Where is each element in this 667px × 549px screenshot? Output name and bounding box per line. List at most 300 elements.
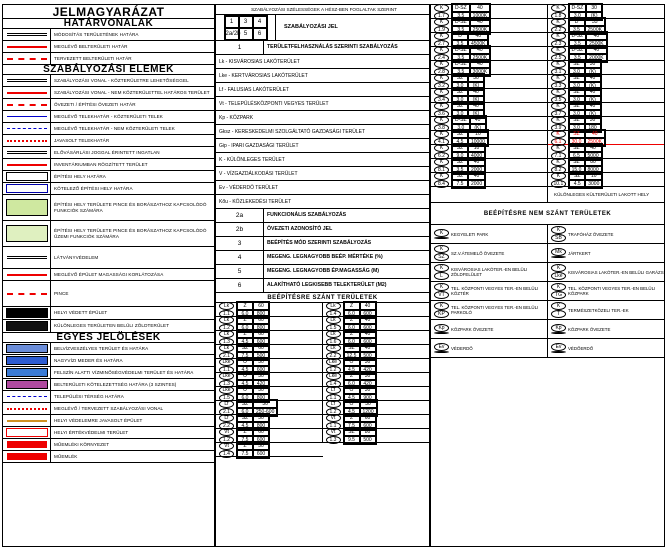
nem-szant-key: Ev [551,343,566,351]
zone-number: 1.4 [219,450,234,458]
jel-cell: 6 [253,28,267,40]
szabalyozasi-label: MEGLÉVŐ TELEKHATÁR - KÖZTERÜLETI TELEK [54,113,163,119]
szabalyozasi-symbol [3,135,51,146]
zone-value: SZ [569,102,585,110]
zone-value: 9.5 [344,436,360,444]
szabalyozasi-row [3,99,214,111]
szabalyozasi-row [3,75,214,87]
nem-szant-key: K [551,264,566,272]
zone-value: 420 [360,366,376,374]
legend-key-text: MEGENG. LEGNAGYOBB ÉP.MAGASSÁG (M) [267,268,380,275]
szabalyozasi-symbol [3,281,51,306]
zone-value: 40 [360,330,376,338]
zone-code: K [434,144,449,152]
nem-szant-key: K [434,283,449,291]
nem-szant-cell [431,301,548,319]
zone-code-oval [219,442,234,458]
zone-number: 1.3 [219,380,234,388]
legend-key-text: ALAKÍTHATÓ LEGKISEBB TELEKTERÜLET (M2) [267,282,387,289]
zone-value: D-SZ [452,116,470,124]
nem-szant-text: TRAFÓHÁZ ÖVEZETE [568,231,614,237]
zone-value: 600 [253,450,269,458]
zone-number: 1.6 [326,338,341,346]
hatarvonalak-heading: HATÁRVONALAK [3,19,214,29]
nem-szant-key: K [434,264,449,272]
zone-value: 800 [253,422,269,430]
zone-value: Z [237,428,253,436]
zone-code: K [551,88,566,96]
nem-szant-sub [551,332,566,334]
zone-number: 1.1 [219,366,234,374]
nem-szant-code [434,302,449,318]
legend-key-text: BEÉPÍTÉS MÓD SZERINTI SZABÁLYOZÁS [267,240,372,247]
zone-value: O [344,358,360,366]
zone-value: 3.5 [452,40,468,48]
legend-symbol-line [7,58,47,60]
zone-number: 1.3 [219,338,234,346]
zone-value: 4.5 [344,394,360,402]
egyes-symbol [3,391,51,402]
zone-value: 600 [253,366,269,374]
zone-value: 60 [253,316,269,324]
egyes-row [3,427,214,439]
zone-value: (K) [585,110,601,118]
zone-number: 3.5 [551,96,566,104]
szabalyozasi-label: LÁTVÁNYVÉDELEM [54,254,99,260]
zone-number: 1.9 [434,26,449,34]
sub-item-row [216,69,429,83]
zone-number: 3.2 [434,82,449,90]
zone-value: 180 [585,124,601,132]
szabalyozasi-label: ÉPÍTÉSI HELY TERÜLETE PINCE ÉS BORÁSZATHOZ KAPCSOLÓDÓ FUNKCIÓK SZÁMÁRA [54,202,207,213]
hatarvonal-label: MEGLÉVŐ BELTERÜLETI HATÁR [54,43,128,49]
zone-value: Z [237,442,253,450]
zone-value: 6.0 [344,338,360,346]
zone-value: 30 [360,386,376,394]
szabalyozasi-symbol [3,320,51,332]
nem-szant-row [431,263,664,282]
zone-value: 7.5 [344,422,360,430]
zone-value: SZ [452,88,468,96]
zone-code-oval [551,172,567,188]
zone-value: 30 [585,60,601,68]
zone-value: SZ [452,158,468,166]
hatarvonal-row [3,29,214,41]
szabalyozasi-symbol [3,99,51,110]
zone-value: Z [344,414,360,422]
hatarvonal-label: TERVEZETT BELTERÜLETI HATÁR [54,55,132,61]
nem-szant-code [434,264,449,280]
zone-value: 40 [470,4,490,12]
legend-symbol-line [7,128,47,129]
zone-number: 2.5 [551,54,566,62]
zone-value: 10 [468,144,485,152]
zone-number: 2.2 [551,26,566,34]
zone-value: 3.5 [452,54,470,62]
nem-szant-code [551,324,566,334]
zones-column [430,4,665,547]
legend-key-row [216,223,429,237]
zone-value: 4.5 [237,422,253,430]
zone-value: 12.5 [344,352,360,360]
zone-value: 4.5 [237,338,253,346]
sub-item-row [216,139,429,153]
szabalyozasi-symbol [3,159,51,170]
zone-value: 30 [253,358,269,366]
hatarvonal-label: MÓDOSÍTÁS TERÜLETÉNEK HATÁRA [54,31,139,37]
zone-number: 2.1 [219,352,234,360]
zone-value: 800 [253,394,269,402]
zone-code: Lf [326,400,341,408]
nem-szant-sub: VT [434,291,449,299]
legend-symbol-line [7,441,47,447]
zone-value: D-SZ [569,46,587,54]
nem-szant-key: Mk [551,248,566,256]
zone-value: 4.5 [344,366,360,374]
zone-value: 40 [468,32,488,40]
egyes-label: NAGYVÍZI MEDER ÉS HATÁRA [54,357,123,363]
zone-value: 3.0 [569,12,587,20]
nem-szant-sub: SZ [434,253,449,261]
legend-key-row [216,237,429,251]
legend-key-text: ÖVEZETI AZONOSÍTÓ JEL [267,226,333,233]
nem-szant-code [551,343,566,353]
nem-szant-text: TEL. KÖZPONTI VEGYES TER.-EN BELÜLI PARKOLÓ [451,305,539,315]
szabalyozasi-row [3,87,214,99]
hatarvonal-symbol [3,29,51,40]
zone-value: 40 [585,144,602,152]
zone-value: O [237,372,253,380]
legend-key-row [216,41,429,55]
zone-value: 30 [253,414,269,422]
zone-code: K [434,158,449,166]
nem-szant-key: Kp [551,324,566,332]
nem-szant-row [431,225,664,244]
zone-value: 2000 [468,166,485,174]
zone-value: (K) [585,68,601,76]
legend-symbol-line [7,164,47,166]
zone-value: 2500K [585,138,605,146]
nem-szant-key: Ev [434,343,449,351]
szabalyozasi-row [3,111,214,123]
zone-value: 3000 [585,180,602,188]
zone-value: O [344,400,360,408]
zone-value: 7.5 [237,352,253,360]
szabalyozasi-symbol [3,269,51,280]
zone-value: (K) [586,12,602,20]
nem-szant-text: TEL. KÖZPONTI VEGYES TER.-EN BELÜLI KÖZTÉR [451,286,539,296]
zone-number: 7.1 [551,152,566,160]
legend-key-row [216,209,429,223]
zone-code: Lk [219,330,234,338]
zone-number: 1.2 [219,436,234,444]
zone-values [236,441,270,459]
zone-code-oval [326,428,341,444]
zone-value: SZ [452,74,468,82]
zone-number: 3.6 [434,110,449,118]
zone-value: Z [344,316,360,324]
zone-value: O [237,386,253,394]
zone-value: 600 [360,324,376,332]
zone-value: 60 [253,428,269,436]
szabalyozasi-row [3,269,214,281]
zone-value: O [344,386,360,394]
hatarvonal-symbol [3,41,51,52]
sub-item: V - VÍZGAZDÁLKODÁSI TERÜLET [219,170,298,177]
nem-szant-code [551,302,566,318]
zone-number: 2.2 [219,422,234,430]
zone-number: 2.7 [434,40,449,48]
zone-number: 1.8 [551,12,566,20]
zone-value: 1200 [360,408,377,416]
nem-szant-sub: KP [434,310,449,318]
zone-value: 2500K [470,54,490,62]
egyes-label: FELSZÍN ALATTI VÍZMINŐSÉGVÉDELMI TERÜLET ÉS HATÁRA [54,369,194,375]
zone-value: 600 [360,422,376,430]
zone-number: 1.2 [326,366,341,374]
nem-szant-key: K [434,229,449,237]
nem-szant-sub: SB [551,234,566,242]
zone-value: 40 [585,130,605,138]
sub-item-row [216,55,429,69]
nem-szant-cell [431,244,548,262]
szabalyozasi-label: ÉPÍTÉSI HELY TERÜLETE PINCE ÉS BORÁSZATHOZ KAPCSOLÓDÓ ÜZEMI FUNKCIÓK SZÁMÁRA [54,228,207,239]
zone-value: 10 [585,172,602,180]
zone-value: 3.0 [452,96,468,104]
zone-value: 9.0 [452,152,468,160]
zone-value: 40 [585,88,601,96]
zone-value: 30 [253,400,277,408]
zone-value: D [452,32,468,40]
zone-value: 2500K [470,26,490,34]
zone-value: 3.5 [569,26,585,34]
nem-szant-sub: T [551,310,566,318]
zone-value: O [237,358,253,366]
zone-code-oval [434,172,449,188]
szabalyozasi-label: KÜLÖNLEGES TERÜLETEN BELÜLI ZÖLDTERÜLET [54,323,170,329]
zone-value: 3.0 [452,110,468,118]
egyes-symbol [3,427,51,438]
sub-item: Kőu - KÖZLEKEDÉSI TERÜLET [219,198,292,205]
sub-item-row [216,83,429,97]
nem-szant-sub [434,332,449,334]
zone-value: 3.0 [569,110,585,118]
zone-value: SZ [569,74,585,82]
zone-code: K [434,116,449,124]
jel-cell: 5 [239,28,253,40]
zone-values [568,171,603,189]
jel-cell: 1 [225,16,239,28]
zone-value: 40 [470,60,490,68]
zone-number: 6.2 [434,152,449,160]
zone-number: 3.1 [551,68,566,76]
sub-item: Lke - KERTVÁROSIAS LAKÓTERÜLET [219,72,308,79]
zone-value: 40 [585,74,601,82]
nem-szant-text: KEGYELETI PARK [451,231,489,237]
zone-value: (K) [468,82,484,90]
nem-szant-code [434,324,449,334]
zone-value: 500 [360,436,376,444]
zone-value: Z [344,330,360,338]
szabalyozasi-symbol [3,307,51,319]
szelesseg-header: SZABÁLYOZÁSI SZÉLESSÉGEK A HÉSZ-BEN FOGLALTAK SZERINT [251,6,397,12]
zone-value: 50 [253,442,269,450]
zone-number: 6.1 [551,138,566,146]
zone-value: 40 [586,46,606,54]
zone-number: 1.4 [326,310,341,318]
zone-value: 40 [360,344,376,352]
egyes-symbol [3,355,51,366]
zone-code: Lf [219,400,234,408]
egyes-row [3,415,214,427]
zone-value: 3.5 [452,26,470,34]
egyes-row [3,367,214,379]
nem-szant-code [551,226,566,242]
zone-value: 30 [360,358,376,366]
zone-code: K [434,102,449,110]
szabalyozasi-row [3,147,214,159]
zone-number: 1.5 [219,394,234,402]
zone-value: 3.5 [452,12,470,20]
legend-symbol-line [7,274,47,276]
zone-code: Lke [326,358,341,366]
nem-szant-header: BEÉPÍTÉSRE NEM SZÁNT TERÜLETEK [431,203,664,225]
zone-value: D-SZ [452,60,470,68]
zone-value: 15.0 [569,166,585,174]
zone-code: K [434,74,449,82]
zone-number: 1.7 [434,12,449,20]
egyes-symbol [3,439,51,450]
szabalyozasi-label: JAVASOLT TELEKHATÁR [54,137,110,143]
nem-szant-cell [431,339,548,357]
nem-szant-row [431,282,664,301]
zone-value: 30 [253,386,269,394]
zone-number: 2.4 [434,54,449,62]
szabalyozasi-symbol [3,171,51,182]
zone-number: 3.8 [434,124,449,132]
zone-code: Lk [326,302,341,310]
zone-value: 40 [470,116,486,124]
sub-item-row [216,181,429,195]
zone-value: 6.0 [237,324,253,332]
zone-number: 1.1 [326,394,341,402]
nem-szant-text: VÉDŐERDŐ [568,345,594,351]
zone-value: 900 [360,394,376,402]
zone-value: SZ [344,428,360,436]
szabalyozasi-row [3,183,214,195]
legend-symbol-line [6,356,48,364]
legend-key: 1 [216,41,264,54]
szabalyozasi-label: SZABÁLYOZÁSI VONAL - NEM KÖZTERÜLETTEL HATÁROS TERÜLET [54,89,210,95]
zone-number: 3.4 [434,96,449,104]
zone-value: 60 [253,344,269,352]
nem-szant-cell [548,225,664,243]
zone-value: 60 [253,330,269,338]
nem-szant-cell [548,339,664,357]
zone-code: K [434,88,449,96]
zone-value: 3.5 [452,166,468,174]
szabalyozasi-row [3,247,214,269]
sub-item: Gksz - KERESKEDELMI SZOLGÁLTATÓ GAZDASÁGI TERÜLET [219,128,366,135]
zone-number: 8.4 [434,180,449,188]
nem-szant-text: KÖZPARK ÖVEZETE [568,326,611,332]
kulonleges-note: KÜLÖNLEGES KÜLTERÜLETI LAKOTT HELY [554,191,650,197]
legend-symbol-line [7,151,47,154]
zone-value: 60 [253,302,269,310]
zone-value: 40 [585,102,601,110]
nem-szant-sub: L [434,272,449,280]
zone-value: 30 [585,116,601,124]
zone-cell [216,443,323,457]
zone-cell [548,173,665,187]
zone-code: K [551,130,566,138]
legend-symbol-line [7,79,47,82]
szabalyozasi-row [3,171,214,183]
legend-column [2,4,215,547]
legend-symbol-line [7,116,47,117]
nem-szant-text: TEL. KÖZPONTI VEGYES TER.-EN BELÜLI KÖZPARK [568,286,656,296]
szabalyozasi-row [3,123,214,135]
nem-szant-key: K [434,302,449,310]
legend-symbol-line [6,428,48,436]
nem-szant-cell [548,320,664,338]
nem-szant-sub: TG [551,291,566,299]
zone-value: 3.0 [452,124,470,132]
zone-code: Lk [219,316,234,324]
zone-number: 1.2 [219,324,234,332]
zone-number: 10.1 [551,180,567,188]
zone-code: K [434,18,449,26]
zone-code: K [434,130,449,138]
nem-szant-key: K [551,226,566,234]
legend-key-row [216,265,429,279]
szabalyozasi-row [3,281,214,307]
nem-szant-row [431,339,664,358]
legend-symbol-line [6,321,48,330]
zone-cell [431,173,548,187]
sub-item-row [216,125,429,139]
nem-szant-sub [551,351,566,353]
zone-code: Lk [219,302,234,310]
szabalyozasi-symbol [3,247,51,268]
zone-value: 5000 [585,152,602,160]
legend-symbol-line [6,308,48,317]
zone-value: 3.0 [569,82,585,90]
zone-value: (K) [468,96,484,104]
sub-item: Ev - VÉDERDŐ TERÜLET [219,184,279,191]
hatarvonal-symbol [3,53,51,64]
legend-symbol-line [7,396,47,397]
nem-szant-key: Kp [434,324,449,332]
zone-value: 7.5 [237,450,253,458]
zone-code: Lk [326,330,341,338]
sub-item: Kp - KÖZPARK [219,114,254,121]
zone-value: 35 [585,18,605,26]
szabalyozasi-row [3,307,214,320]
szabalyozasi-label: KÖTELEZŐ ÉPÍTÉSI HELY HATÁRA [54,185,133,191]
zone-value: SZ [344,344,360,352]
zone-number: 1.1 [326,422,341,430]
nem-szant-text: KÖZPARK ÖVEZETE [451,326,494,332]
nem-szant-text: TERMÉSZETKÖZELI TER.-EK [568,307,629,313]
zone-code: K [434,32,449,40]
zone-value: 8000 [585,166,602,174]
jel-cell: 2a/2b [225,28,239,40]
sub-item: Vt - TELEPÜLÉSKÖZPONTI VEGYES TERÜLET [219,100,329,107]
zone-value: 420 [253,380,269,388]
egyes-row [3,403,214,415]
zone-value: D-SZ [569,4,587,12]
